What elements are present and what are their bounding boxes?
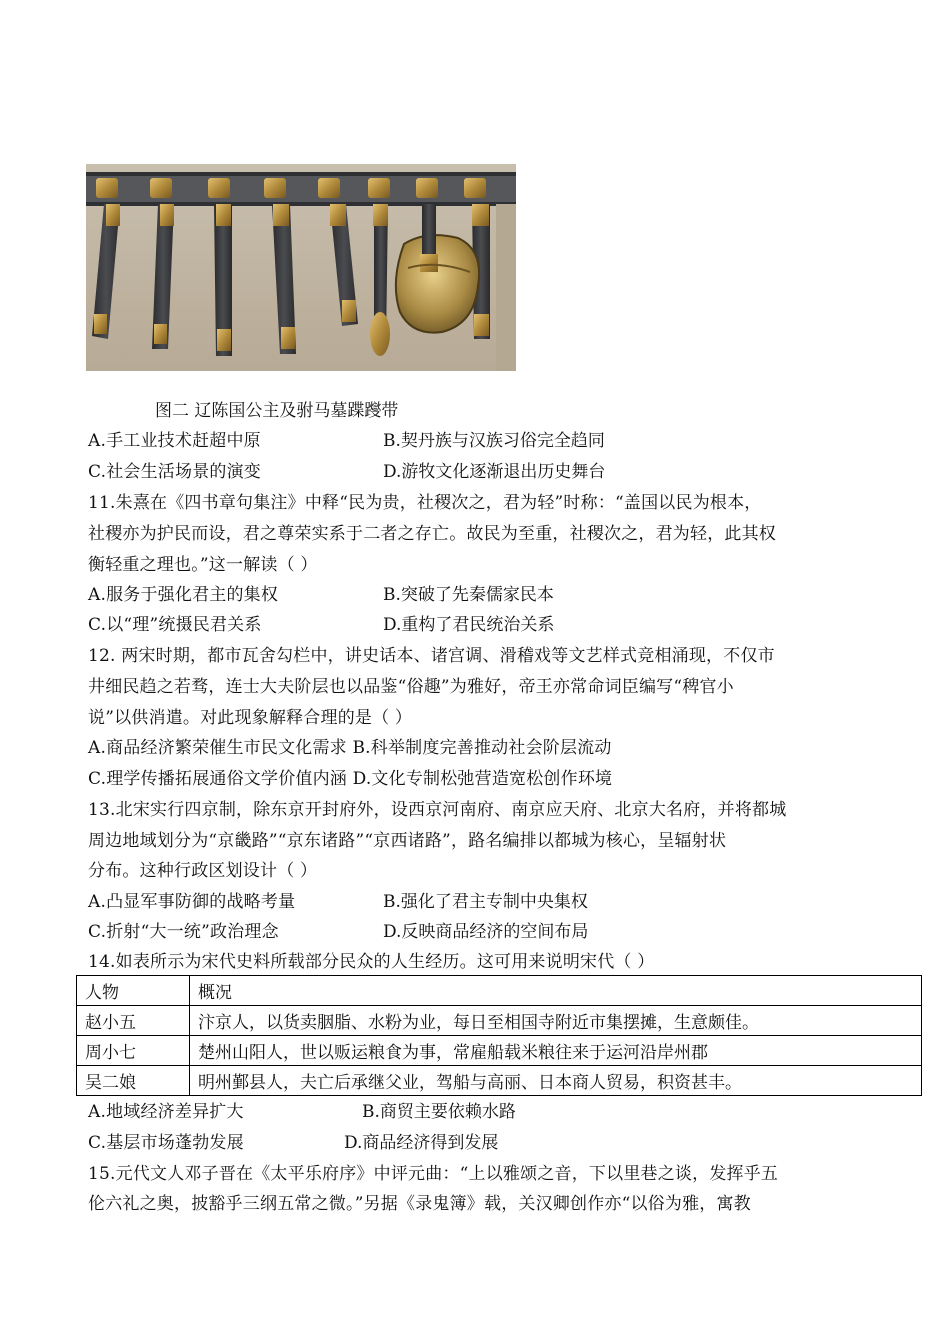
q14-table <box>76 975 922 1096</box>
q10-option-c: C.社会生活场景的演变 <box>88 462 262 482</box>
belt-photo <box>86 164 516 371</box>
table-cell-person: 赵小五 <box>77 1006 190 1036</box>
q12-options-cd: C.理学传播拓展通俗文学价值内涵 D.文化专制松弛营造宽松创作环境 <box>88 769 613 789</box>
q13-option-b: B.强化了君主专制中央集权 <box>383 892 588 912</box>
q11-stem-line3: 衡轻重之理也。”这一解读（ ） <box>88 555 318 575</box>
q13-stem-line2: 周边地域划分为“京畿路”“京东诸路”“京西诸路”，路名编排以都城为核心，呈辐射状 <box>88 831 727 851</box>
q14-stem: 14.如表所示为宋代史料所载部分民众的人生经历。这可用来说明宋代（ ） <box>88 952 655 972</box>
q11-stem-line2: 社稷亦为护民而设，君之尊荣实系于二者之存亡。故民为至重，社稷次之，君为轻，此其权 <box>88 524 776 544</box>
q12-stem-line3: 说”以供消遣。对此现象解释合理的是（ ） <box>88 708 413 728</box>
q14-option-d: D.商品经济得到发展 <box>344 1133 499 1153</box>
table-row <box>77 1006 922 1036</box>
q11-stem-line1: 11.朱熹在《四书章句集注》中释“民为贵，社稷次之，君为轻”时称：“盖国以民为根本， <box>88 493 762 513</box>
q10-option-a: A.手工业技术赶超中原 <box>88 431 261 451</box>
q14-option-c: C.基层市场蓬勃发展 <box>88 1133 244 1153</box>
q13-stem-line3: 分布。这种行政区划设计（ ） <box>88 861 318 881</box>
q12-stem-line1: 12. 两宋时期，都市瓦舍勾栏中，讲史话本、诸宫调、滑稽戏等文艺样式竞相涌现，不仅市 <box>88 646 775 666</box>
q11-option-b: B.突破了先秦儒家民本 <box>383 585 554 605</box>
table-header-summary: 概况 <box>190 976 922 1006</box>
table-cell-summary: 明州鄞县人，夫亡后承继父业，驾船与高丽、日本商人贸易，积资甚丰。 <box>190 1066 922 1096</box>
q13-option-d: D.反映商品经济的空间布局 <box>383 922 589 942</box>
table-header-row <box>77 976 922 1006</box>
q13-option-c: C.折射“大一统”政治理念 <box>88 922 279 942</box>
q11-option-a: A.服务于强化君主的集权 <box>88 585 279 605</box>
table-row <box>77 1066 922 1096</box>
q11-option-c: C.以“理”统摄民君关系 <box>88 615 262 635</box>
q10-option-b: B.契丹族与汉族习俗完全趋同 <box>383 431 605 451</box>
table-cell-summary: 楚州山阳人，世以贩运粮食为事，常雇船载米粮往来于运河沿岸州郡 <box>190 1036 922 1066</box>
table-cell-summary: 汴京人，以货卖胭脂、水粉为业，每日至相国寺附近市集摆摊，生意颇佳。 <box>190 1006 922 1036</box>
q11-option-d: D.重构了君民统治关系 <box>383 615 555 635</box>
q12-stem-line2: 井细民趋之若骛，连士大夫阶层也以品鉴“俗趣”为雅好，帝王亦常命词臣编写“稗官小 <box>88 677 734 697</box>
q15-stem-line1: 15.元代文人邓子晋在《太平乐府序》中评元曲：“上以雅颂之音，下以里巷之谈，发挥乎五 <box>88 1164 779 1184</box>
table-header-person: 人物 <box>77 976 190 1006</box>
q14-option-b: B.商贸主要依赖水路 <box>362 1102 516 1122</box>
q10-option-d: D.游牧文化逐渐退出历史舞台 <box>383 462 606 482</box>
q14-option-a: A.地域经济差异扩大 <box>88 1102 244 1122</box>
q13-stem-line1: 13.北宋实行四京制，除东京开封府外，设西京河南府、南京应天府、北京大名府，并将都城 <box>88 800 787 820</box>
table-row <box>77 1036 922 1066</box>
q13-option-a: A.凸显军事防御的战略考量 <box>88 892 296 912</box>
q15-stem-line2: 伦六礼之奥，披豁乎三纲五常之微。”另据《录鬼簿》载，关汉卿创作亦“以俗为雅，寓教 <box>88 1194 751 1214</box>
table-cell-person: 吴二娘 <box>77 1066 190 1096</box>
table-cell-person: 周小七 <box>77 1036 190 1066</box>
figure-caption: 图二 辽陈国公主及驸马墓蹀躞带 <box>155 401 399 421</box>
q12-options-ab: A.商品经济繁荣催生市民文化需求 B.科举制度完善推动社会阶层流动 <box>88 738 612 758</box>
